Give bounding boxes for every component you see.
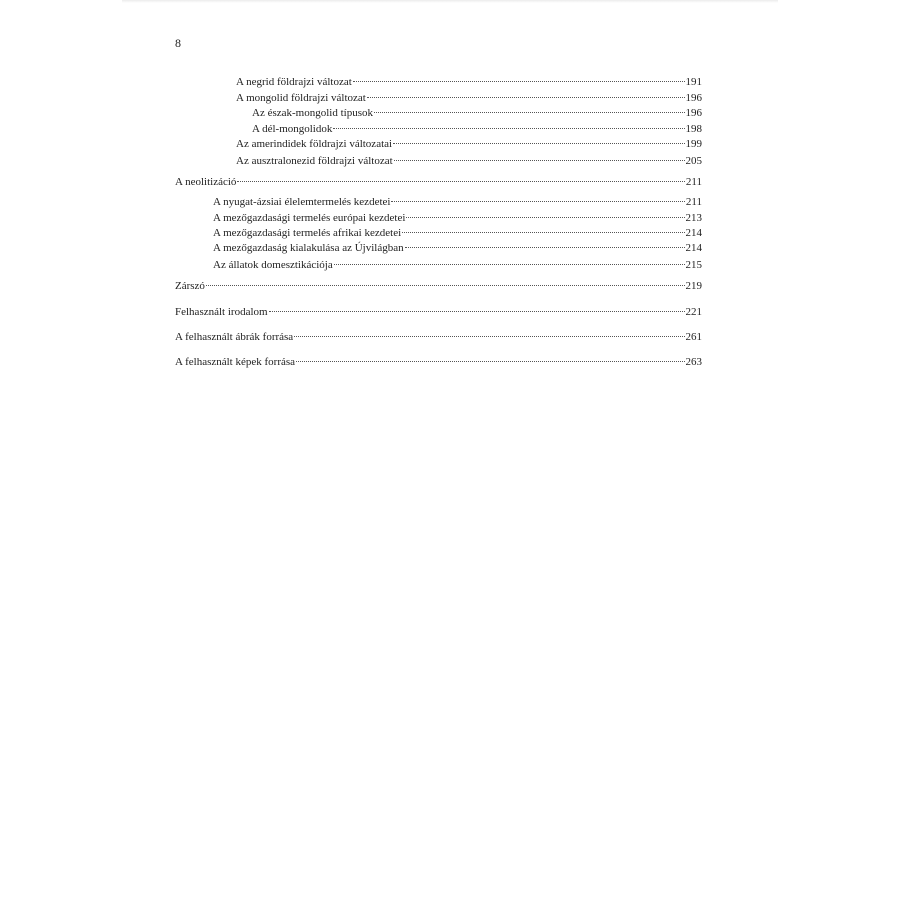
toc-entry-title: A nyugat-ázsiai élelemtermelés kezdetei	[213, 196, 391, 208]
toc-entry[interactable]	[236, 71, 702, 88]
toc-entry-title: A neolitizáció	[175, 176, 237, 188]
toc-entry[interactable]	[252, 118, 702, 135]
toc-entry-page: 211	[685, 196, 702, 208]
toc-entry-page: 213	[685, 212, 702, 224]
toc-entry-page: 214	[685, 242, 702, 254]
toc-leader-dots	[405, 237, 685, 251]
toc-entry-title: Az ausztralonezid földrajzi változat	[236, 155, 393, 167]
toc-entry-title: Az észak-mongolid típusok	[252, 107, 373, 119]
toc-entry-title: A mongolid földrajzi változat	[236, 92, 366, 104]
toc-leader-dots	[237, 171, 685, 185]
toc-leader-dots	[296, 351, 684, 365]
toc-leader-dots	[394, 150, 685, 164]
toc-entry[interactable]	[236, 133, 702, 150]
toc-entry[interactable]	[236, 150, 702, 167]
toc-leader-dots	[406, 207, 684, 221]
toc-leader-dots	[393, 133, 684, 147]
toc-entry-page: 198	[685, 123, 702, 135]
toc-leader-dots	[402, 222, 684, 236]
toc-leader-dots	[269, 301, 685, 315]
toc-entry[interactable]	[213, 191, 702, 208]
toc-entry[interactable]	[213, 254, 702, 271]
toc-entry[interactable]	[175, 171, 702, 188]
toc-leader-dots	[334, 254, 685, 268]
toc-entry[interactable]	[175, 351, 702, 368]
toc-entry-page: 214	[685, 227, 702, 239]
toc-entry-title: A mezőgazdasági termelés afrikai kezdetei	[213, 227, 402, 239]
toc-leader-dots	[206, 275, 685, 289]
toc-entry[interactable]	[175, 275, 702, 292]
toc-entry[interactable]	[252, 102, 702, 119]
toc-entry-page: 211	[685, 176, 702, 188]
toc-entry-page: 191	[685, 76, 702, 88]
toc-entry-title: Zárszó	[175, 280, 205, 292]
toc-leader-dots	[391, 191, 684, 205]
toc-entry-title: A mezőgazdasági termelés európai kezdetei	[213, 212, 406, 224]
toc-entry-page: 261	[685, 331, 702, 343]
toc-entry-page: 215	[685, 259, 702, 271]
toc-leader-dots	[367, 87, 685, 101]
toc-entry-title: Az amerindidek földrajzi változatai	[236, 138, 393, 150]
toc-leader-dots	[374, 102, 685, 116]
toc-entry[interactable]	[213, 207, 702, 224]
toc-entry-page: 205	[685, 155, 702, 167]
toc-entry-title: Az állatok domesztikációja	[213, 259, 333, 271]
toc-leader-dots	[353, 71, 685, 85]
toc-entry-page: 219	[685, 280, 702, 292]
toc-entry-page: 199	[685, 138, 702, 150]
toc-entry-page: 196	[685, 107, 702, 119]
toc-entry-page: 221	[685, 306, 702, 318]
toc-entry-title: A dél-mongolidok	[252, 123, 333, 135]
toc-entry-page: 196	[685, 92, 702, 104]
toc-entry[interactable]	[236, 87, 702, 104]
toc-entry-title: Felhasznált irodalom	[175, 306, 268, 318]
toc-entry[interactable]	[175, 301, 702, 318]
toc-entry[interactable]	[213, 222, 702, 239]
toc-leader-dots	[294, 326, 684, 340]
toc-entry-title: A felhasznált képek forrása	[175, 356, 296, 368]
page-number: 8	[175, 36, 181, 50]
toc-entry[interactable]	[175, 326, 702, 343]
toc-entry-title: A felhasznált ábrák forrása	[175, 331, 294, 343]
toc-leader-dots	[333, 118, 684, 132]
toc-entry-page: 263	[685, 356, 702, 368]
toc-entry[interactable]	[213, 237, 702, 254]
toc-entry-title: A negrid földrajzi változat	[236, 76, 352, 88]
toc-entry-title: A mezőgazdaság kialakulása az Újvilágban	[213, 242, 404, 254]
